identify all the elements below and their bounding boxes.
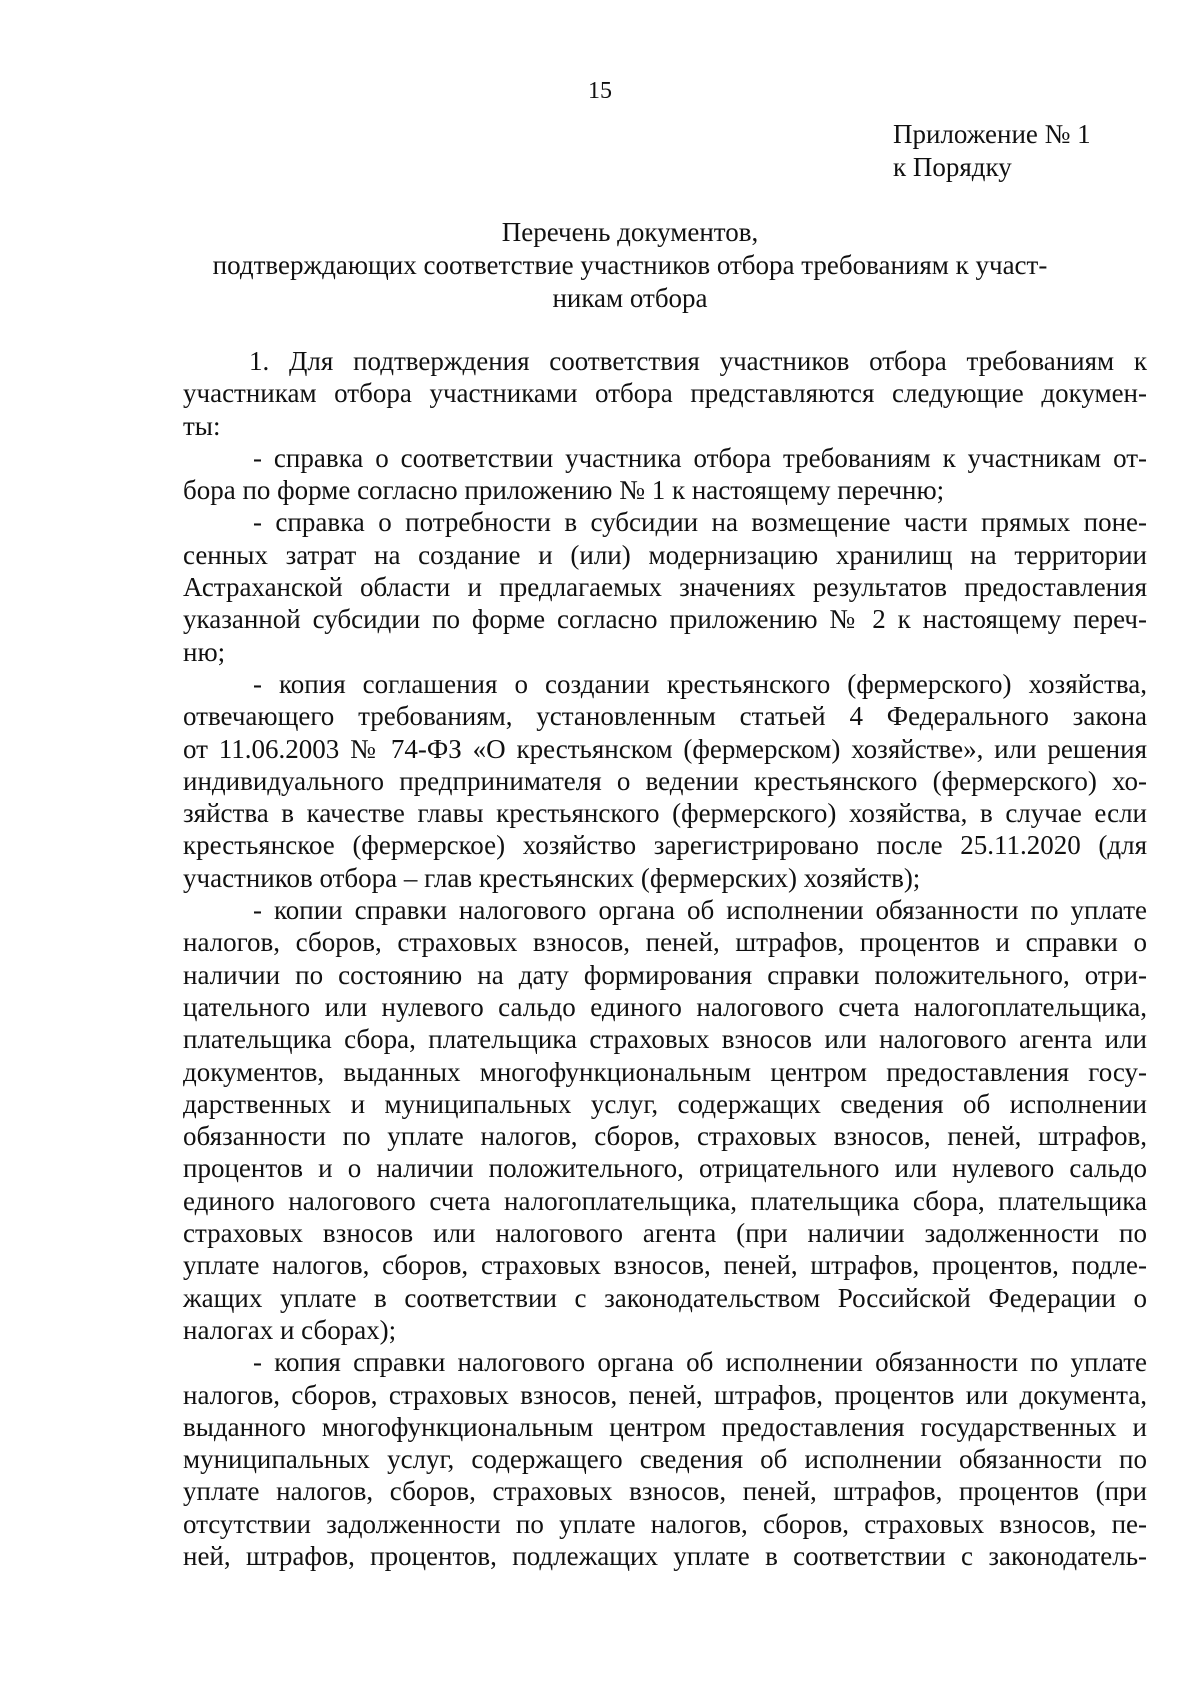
- body-line: дарственных и муниципальных услуг, содержащих сведения об исполнении: [183, 1088, 1147, 1119]
- body-line: - справка о соответствии участника отбора требованиям к участникам от-: [253, 442, 1147, 473]
- body-line: крестьянское (фермерское) хозяйство зарегистрировано после 25.11.2020 (для: [183, 830, 1147, 861]
- body-line: единого налогового счета налогоплательщика, плательщика сбора, плательщика: [183, 1185, 1147, 1216]
- body-line: участникам отбора участниками отбора представляются следующие докумен-: [183, 378, 1147, 409]
- body-line: - копия соглашения о создании крестьянского (фермерского) хозяйства,: [253, 668, 1147, 699]
- body-line: налогах и сборах);: [183, 1314, 397, 1345]
- body-line: муниципальных услуг, содержащего сведения об исполнении обязанности по: [183, 1444, 1147, 1475]
- body-line: ней, штрафов, процентов, подлежащих уплате в соответствии с законодатель-: [183, 1540, 1147, 1571]
- body-line: выданного многофункциональным центром предоставления государственных и: [183, 1411, 1147, 1442]
- body-line: от 11.06.2003 № 74-ФЗ «О крестьянском (фермерском) хозяйстве», или решения: [183, 733, 1147, 764]
- body-line: жащих уплате в соответствии с законодательством Российской Федерации о: [183, 1282, 1147, 1313]
- body-line: отвечающего требованиям, установленным статьей 4 Федерального закона: [183, 701, 1147, 732]
- body-line: Астраханской области и предлагаемых значениях результатов предоставления: [183, 572, 1147, 603]
- body-line: плательщика сбора, плательщика страховых взносов или налогового агента или: [183, 1024, 1147, 1055]
- body-line: уплате налогов, сборов, страховых взносов, пеней, штрафов, процентов (при: [183, 1476, 1147, 1507]
- body-line: индивидуального предпринимателя о ведении крестьянского (фермерского) хо-: [183, 765, 1147, 796]
- document-body: [183, 345, 1147, 1572]
- body-line: налогов, сборов, страховых взносов, пеней, штрафов, процентов или документа,: [183, 1379, 1147, 1410]
- body-line: - копии справки налогового органа об исполнении обязанности по уплате: [253, 895, 1147, 926]
- document-title: [170, 216, 1090, 315]
- body-line: - справка о потребности в субсидии на возмещение части прямых поне-: [253, 507, 1147, 538]
- body-line: бора по форме согласно приложению № 1 к настоящему перечню;: [183, 475, 945, 506]
- body-line: отсутствии задолженности по уплате налогов, сборов, страховых взносов, пе-: [183, 1508, 1147, 1539]
- appendix-reference: [893, 118, 1091, 184]
- body-line: 1. Для подтверждения соответствия участников отбора требованиям к: [249, 346, 1147, 376]
- body-line: ты:: [183, 410, 221, 441]
- body-line: указанной субсидии по форме согласно приложению № 2 к настоящему переч-: [183, 604, 1147, 635]
- body-line: сенных затрат на создание и (или) модернизацию хранилищ на территории: [183, 539, 1147, 570]
- body-line: документов, выданных многофункциональным центром предоставления госу-: [183, 1056, 1147, 1087]
- appendix-line-1: Приложение № 1: [893, 119, 1091, 149]
- title-line-2: подтверждающих соответствие участников отбора требованиям к участ-: [212, 250, 1048, 280]
- page-number: 15: [588, 78, 612, 104]
- body-line: уплате налогов, сборов, страховых взносов, пеней, штрафов, процентов, подле-: [183, 1250, 1147, 1281]
- body-line: процентов и о наличии положительного, отрицательного или нулевого сальдо: [183, 1153, 1147, 1184]
- body-line: ню;: [183, 636, 226, 667]
- title-line-1: Перечень документов,: [501, 217, 759, 247]
- appendix-line-2: к Порядку: [893, 152, 1012, 182]
- body-line: цательного или нулевого сальдо единого налогового счета налогоплательщика,: [183, 991, 1147, 1022]
- body-line: участников отбора – глав крестьянских (фермерских) хозяйств);: [183, 862, 921, 893]
- body-line: наличии по состоянию на дату формирования справки положительного, отри-: [183, 959, 1147, 990]
- title-line-3: никам отбора: [552, 283, 708, 313]
- body-line: - копия справки налогового органа об исполнении обязанности по уплате: [253, 1347, 1147, 1378]
- body-line: налогов, сборов, страховых взносов, пеней, штрафов, процентов и справки о: [183, 927, 1147, 958]
- body-line: обязанности по уплате налогов, сборов, страховых взносов, пеней, штрафов,: [183, 1121, 1147, 1152]
- body-line: страховых взносов или налогового агента (при наличии задолженности по: [183, 1218, 1147, 1249]
- body-line: зяйства в качестве главы крестьянского (фермерского) хозяйства, в случае если: [183, 798, 1147, 829]
